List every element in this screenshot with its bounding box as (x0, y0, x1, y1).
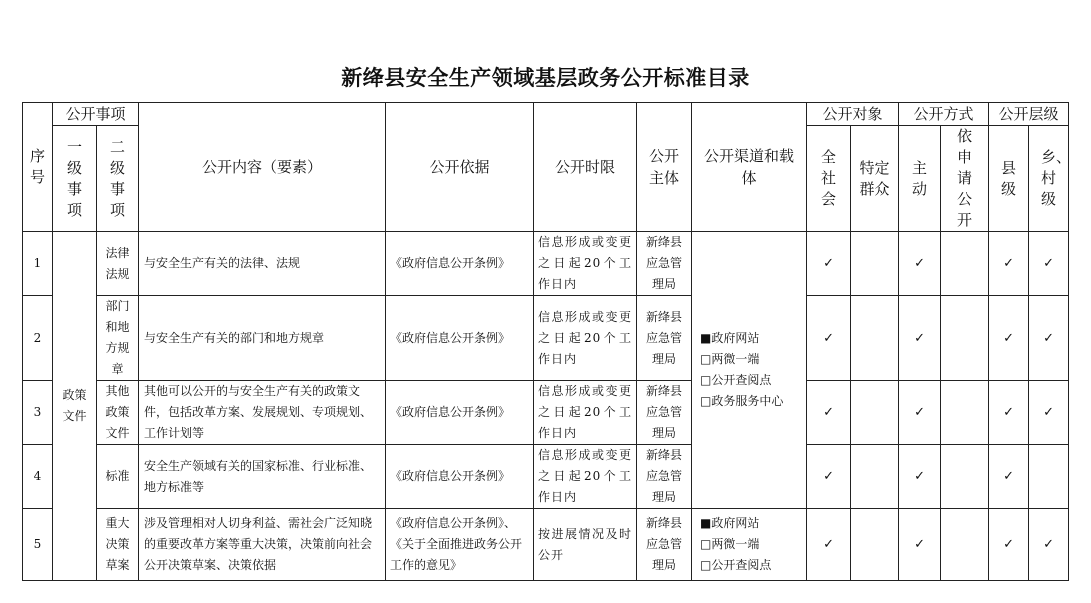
empty-cell (851, 381, 899, 445)
row-basis: 《政府信息公开条例》 (386, 296, 534, 381)
header-basis: 公开依据 (386, 103, 534, 232)
row-basis: 《政府信息公开条例》 (386, 381, 534, 445)
channel-item: ■政府网站 (700, 331, 760, 345)
row-seq: 5 (23, 509, 53, 581)
header-level-group: 公开层级 (989, 103, 1069, 126)
header-method-group: 公开方式 (899, 103, 989, 126)
table-row (23, 381, 1069, 445)
check-mark: ✓ (899, 445, 941, 509)
header-target-specific: 特定群众 (851, 126, 899, 232)
row-seq: 3 (23, 381, 53, 445)
empty-cell (941, 509, 989, 581)
row-subject: 新绛县应急管理局 (637, 509, 692, 581)
channel-cell-rows-1-4 (692, 232, 807, 509)
header-time-limit: 公开时限 (534, 103, 637, 232)
level1-cell: 政策文件 (53, 232, 97, 581)
empty-cell (851, 232, 899, 296)
table-row (23, 509, 1069, 581)
header-level-county: 县级 (989, 126, 1029, 232)
row-level2: 重大决策草案 (97, 509, 139, 581)
check-mark: ✓ (899, 232, 941, 296)
header-seq (23, 103, 53, 232)
header-matter-group: 公开事项 (53, 103, 139, 126)
header-level2: 二级事项 (97, 126, 139, 232)
header-target-group: 公开对象 (807, 103, 899, 126)
header-content: 公开内容（要素） (139, 103, 386, 232)
header-method-active: 主动 (899, 126, 941, 232)
empty-cell (941, 296, 989, 381)
row-time-limit: 按进展情况及时公开 (534, 509, 637, 581)
channel-cell-row-5 (692, 509, 807, 581)
row-content: 与安全生产有关的法律、法规 (139, 232, 386, 296)
header-target-all: 全社会 (807, 126, 851, 232)
page-title: 新绛县安全生产领域基层政务公开标准目录 (341, 65, 750, 90)
row-subject: 新绛县应急管理局 (637, 296, 692, 381)
row-level2: 部门和地方规章 (97, 296, 139, 381)
disclosure-catalog-table (22, 102, 1072, 581)
header-level-town: 乡、村级 (1029, 126, 1069, 232)
table-row (23, 232, 1069, 296)
empty-cell (851, 296, 899, 381)
row-subject: 新绛县应急管理局 (637, 381, 692, 445)
empty-cell (851, 445, 899, 509)
row-content: 涉及管理相对人切身利益、需社会广泛知晓的重要改革方案等重大决策，决策前向社会公开决策草案、决策依据 (139, 509, 386, 581)
check-mark: ✓ (989, 296, 1029, 381)
check-mark: ✓ (807, 445, 851, 509)
check-mark: ✓ (899, 381, 941, 445)
row-content: 其他可以公开的与安全生产有关的政策文件，包括改革方案、发展规划、专项规划、工作计划等 (139, 381, 386, 445)
check-mark: ✓ (807, 232, 851, 296)
table-row (23, 445, 1069, 509)
empty-cell (941, 445, 989, 509)
channel-item: □政务服务中心 (700, 394, 784, 408)
empty-cell (1029, 445, 1069, 509)
row-level2: 法律法规 (97, 232, 139, 296)
check-mark: ✓ (989, 381, 1029, 445)
row-content: 与安全生产有关的部门和地方规章 (139, 296, 386, 381)
row-level2: 标准 (97, 445, 139, 509)
header-level1: 一级事项 (53, 126, 97, 232)
row-seq: 2 (23, 296, 53, 381)
check-mark: ✓ (807, 296, 851, 381)
row-time-limit: 信息形成或变更之日起20个工作日内 (534, 232, 637, 296)
channel-item: ■政府网站 (700, 516, 760, 530)
empty-cell (941, 232, 989, 296)
row-basis: 《政府信息公开条例》 (386, 232, 534, 296)
channel-item: □两微一端 (700, 352, 760, 366)
row-basis: 《政府信息公开条例》 (386, 445, 534, 509)
check-mark: ✓ (1029, 232, 1069, 296)
row-time-limit: 信息形成或变更之日起20个工作日内 (534, 296, 637, 381)
row-subject: 新绛县应急管理局 (637, 445, 692, 509)
check-mark: ✓ (807, 381, 851, 445)
row-seq: 4 (23, 445, 53, 509)
row-content: 安全生产领域有关的国家标准、行业标准、地方标准等 (139, 445, 386, 509)
row-level2: 其他政策文件 (97, 381, 139, 445)
check-mark: ✓ (1029, 296, 1069, 381)
row-seq: 1 (23, 232, 53, 296)
check-mark: ✓ (989, 232, 1029, 296)
row-time-limit: 信息形成或变更之日起20个工作日内 (534, 381, 637, 445)
header-method-apply: 依申请公开 (941, 126, 989, 232)
header-channel: 公开渠道和载体 (692, 103, 807, 232)
empty-cell (851, 509, 899, 581)
check-mark: ✓ (899, 296, 941, 381)
row-time-limit: 信息形成或变更之日起20个工作日内 (534, 445, 637, 509)
check-mark: ✓ (899, 509, 941, 581)
check-mark: ✓ (807, 509, 851, 581)
table-row (23, 296, 1069, 381)
channel-item: □两微一端 (700, 537, 760, 551)
row-subject: 新绛县应急管理局 (637, 232, 692, 296)
check-mark: ✓ (1029, 509, 1069, 581)
check-mark: ✓ (1029, 381, 1069, 445)
empty-cell (941, 381, 989, 445)
check-mark: ✓ (989, 509, 1029, 581)
check-mark: ✓ (989, 445, 1029, 509)
channel-item: □公开查阅点 (700, 373, 772, 387)
header-seq-text: 序号 (29, 147, 45, 186)
header-subject: 公开主体 (637, 103, 692, 232)
row-basis: 《政府信息公开条例》、《关于全面推进政务公开工作的意见》 (386, 509, 534, 581)
channel-item: □公开查阅点 (700, 558, 772, 572)
